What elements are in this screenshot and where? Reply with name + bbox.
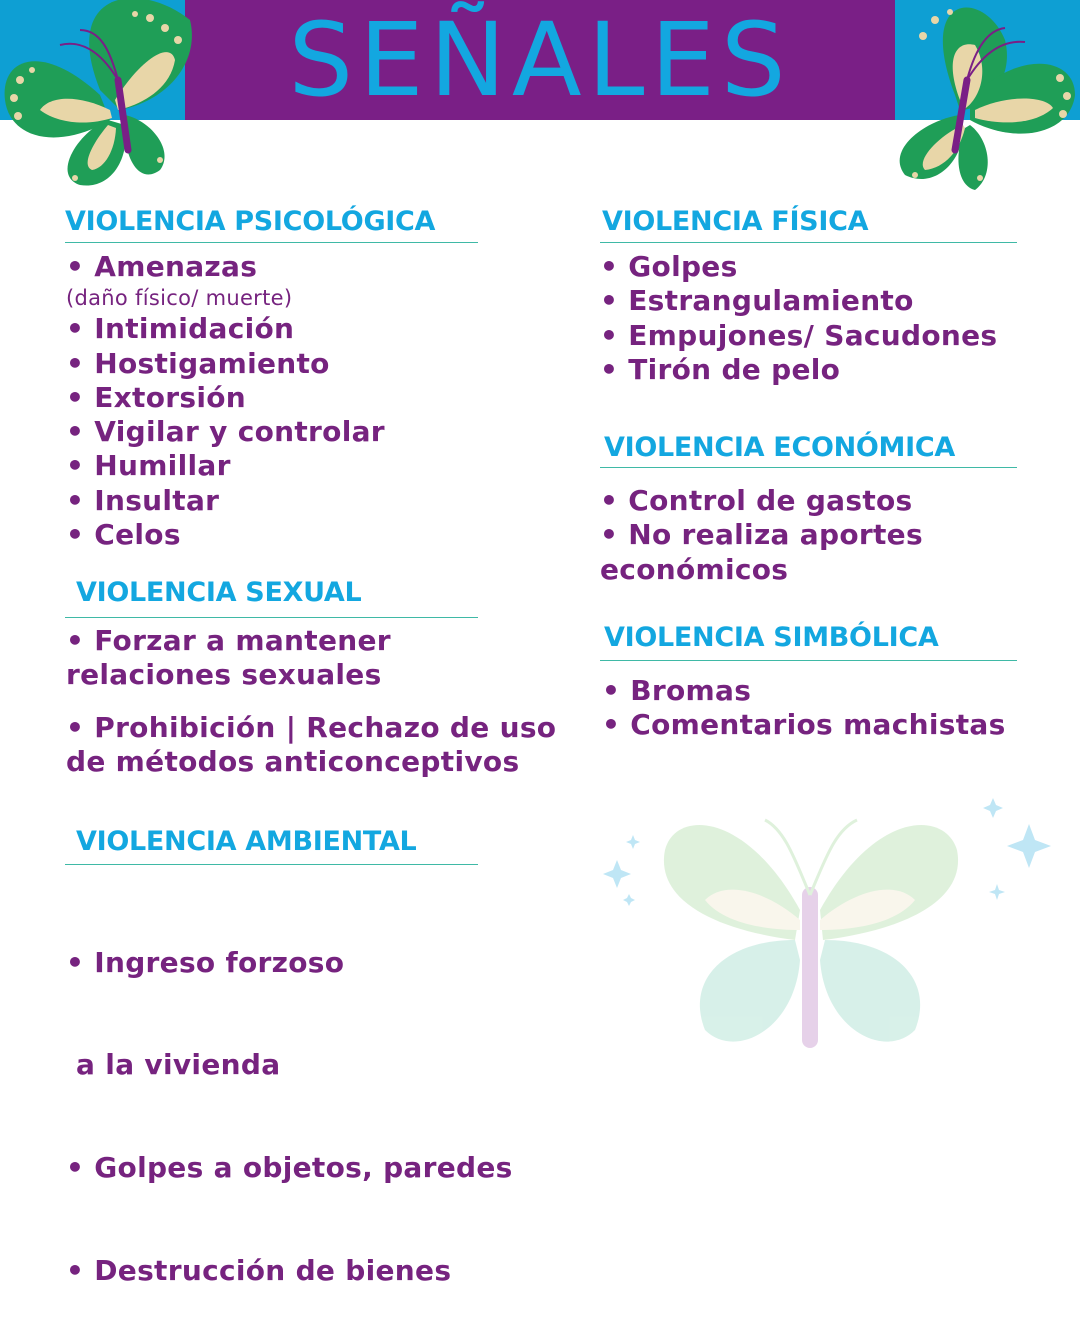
list-item: relaciones sexuales [66,658,382,692]
list-economica [600,484,923,587]
list-item: • Prohibición | Rechazo de uso [66,710,557,744]
list-item-note: (daño físico/ muerte) [66,286,293,311]
list-ambiental [66,877,513,1323]
list-item: • Vigilar y controlar [66,415,385,449]
list-item: • Amenazas [66,250,258,283]
list-item: a la vivienda [66,1048,281,1082]
butterfly-icon-left [0,0,200,190]
list-item: • Humillar [66,449,231,483]
list-item: • No realiza aportes [600,518,923,552]
section-divider [65,617,478,618]
list-psicologica [66,250,385,552]
section-divider [65,242,478,243]
section-divider [65,864,478,865]
section-divider [600,242,1017,243]
section-divider [600,467,1017,468]
list-sexual [66,624,556,779]
section-title-fisica: VIOLENCIA FÍSICA [602,206,869,237]
list-item: • Empujones/ Sacudones [600,318,998,352]
list-item: • Celos [66,518,181,552]
list-item: • Intimidación [66,312,295,346]
list-item: • Bromas [602,674,752,707]
list-item: • Estrangulamiento [600,284,914,318]
list-simbolica [602,674,1006,743]
page-title: SEÑALES [288,1,792,120]
section-title-simbolica: VIOLENCIA SIMBÓLICA [604,622,939,653]
section-title-psicologica: VIOLENCIA PSICOLÓGICA [65,206,436,237]
section-divider [600,660,1017,661]
list-item: • Extorsión [66,380,246,414]
list-item: • Golpes [600,250,738,283]
list-item: • Ingreso forzoso [66,945,345,979]
list-item: • Destrucción de bienes [66,1254,452,1288]
list-item: • Insultar [66,483,220,517]
list-item: • Hostigamiento [66,346,330,380]
list-item: • Tirón de pelo [600,352,841,386]
section-title-sexual: VIOLENCIA SEXUAL [76,577,362,608]
butterfly-icon-right [875,0,1080,195]
list-item: • Golpes a objetos, paredes [66,1151,513,1185]
list-item: • Control de gastos [600,484,913,517]
sparkle-icon [595,790,1055,1060]
section-title-ambiental: VIOLENCIA AMBIENTAL [76,826,417,857]
list-item: de métodos anticonceptivos [66,744,520,778]
section-title-economica: VIOLENCIA ECONÓMICA [604,432,955,463]
list-fisica [600,250,997,387]
list-item: • Forzar a mantener [66,624,391,657]
list-item: económicos [600,552,789,586]
list-item: • Comentarios machistas [602,708,1006,742]
